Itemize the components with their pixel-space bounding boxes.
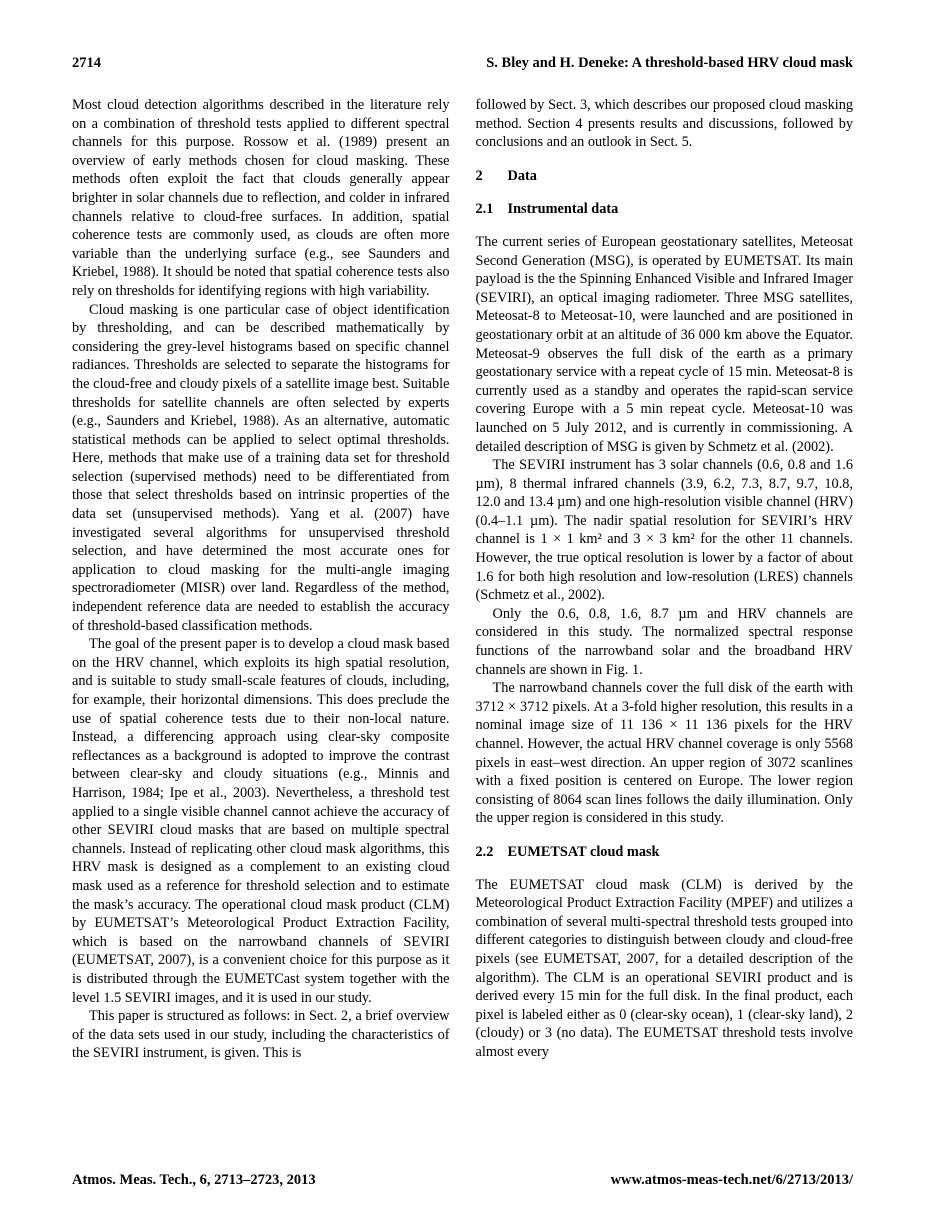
section-number: 2 [475, 167, 483, 184]
right-column [476, 96, 854, 1063]
section-heading-data [476, 167, 854, 186]
section-title: Data [507, 167, 537, 184]
page-number: 2714 [72, 55, 101, 71]
section-number: 2.1 [475, 201, 494, 218]
two-column-body [72, 96, 853, 1063]
paragraph: The current series of European geostationary satellites, Meteosat Second Generation (MSG), is operated by EUMETSAT. Its main payload is the the Spinning Enhanced Visible and Infrared Imager (SEVIRI), an optical imaging radiometer. Three MSG satellites, Meteosat-8 to Meteosat-10, were launched and are positioned in geostationary orbit at an altitude of 36 000 km above the Equator. Meteosat-9 observes the full disk of the earth as a primary geostationary service with a repeat cycle of 15 min. Meteosat-8 is currently used as a standby and operates the rapid-scan service covering Europe with a 5 min repeat cycle. Meteosat-10 was launched on 5 July 2012, and is currently in commissioning. A detailed description of MSG is given by Schmetz et al. (2002). [475, 233, 853, 455]
running-header [72, 55, 853, 72]
paragraph: The EUMETSAT cloud mask (CLM) is derived by the Meteorological Product Extraction Facility (MPEF) and utilizes a combination of several multi-spectral threshold tests grouped into different categories to distinguish between cloudy and cloud-free pixels (see EUMETSAT, 2007, for a detailed description of the algorithm). The CLM is an operational SEVIRI product and is derived every 15 min for the full disk. In the final product, each pixel is labeled either as 0 (clear-sky ocean), 1 (clear-sky land), 2 (cloudy) or 3 (no data). The EUMETSAT threshold tests involve almost every [475, 876, 853, 1060]
journal-url: www.atmos-meas-tech.net/6/2713/2013/ [610, 1172, 853, 1188]
section-title: EUMETSAT cloud mask [507, 843, 660, 860]
journal-citation: Atmos. Meas. Tech., 6, 2713–2723, 2013 [72, 1172, 316, 1188]
page-footer [72, 1172, 853, 1189]
paragraph: Most cloud detection algorithms described in the literature rely on a combination of threshold tests applied to different spectral channels for this purpose. Rossow et al. (1989) present an overview of early methods chosen for cloud masking. These methods often exploit the fact that clouds generally appear brighter in solar channels due to reflection, and colder in infrared channels relative to cloud-free surfaces. In addition, spatial coherence tests are commonly used, as clouds are often more variable than the underlying surface (e.g., see Saunders and Kriebel, 1988). It should be noted that spatial coherence tests also rely on thresholds for identifying regions with high variability. [72, 97, 450, 299]
subsection-heading-instrumental-data [476, 200, 854, 219]
section-title: Instrumental data [507, 201, 619, 218]
paragraph: Cloud masking is one particular case of object identification by thresholding, and can be described mathematically by considering the grey-level histograms based on specific channel radiances. Thresholds are selected to separate the histograms for the cloud-free and cloudy pixels of a satellite image best. Suitable thresholds for satellite channels are often selected by experts (e.g., Saunders and Kriebel, 1988). As an alternative, automatic statistical methods can be applied to select optimal thresholds. Here, methods that make use of a training data set for threshold selection (supervised methods) need to be differentiated from those that select thresholds based on intrinsic properties of the data set (unsupervised methods). Yang et al. (2007) have investigated several algorithms for unsupervised threshold selection, and have determined the most accurate ones for application to cloud masking for the multi-angle imaging spectroradiometer (MISR) over land. Regardless of the method, independent reference data are needed to establish the accuracy of threshold-based classification methods. [72, 301, 450, 634]
left-column [72, 96, 450, 1063]
running-title: S. Bley and H. Deneke: A threshold-based HRV cloud mask [486, 55, 853, 71]
paragraph: followed by Sect. 3, which describes our proposed cloud masking method. Section 4 presents results and discussions, followed by conclusions and an outlook in Sect. 5. [475, 97, 853, 151]
paragraph: The goal of the present paper is to develop a cloud mask based on the HRV channel, which exploits its high spatial resolution, and is suitable to study small-scale features of clouds, including, for example, their horizontal dimensions. This does preclude the use of spatial coherence tests due to their non-local nature. Instead, a differencing approach using clear-sky composite reflectances as a background is adopted to improve the contrast between clear-sky and cloudy situations (e.g., Minnis and Harrison, 1984; Ipe et al., 2003). Nevertheless, a threshold test applied to a single visible channel cannot achieve the accuracy of other SEVIRI cloud masks that are based on multiple spectral channels. Instead of replicating other cloud mask algorithms, this HRV mask is designed as a complement to an existing cloud mask used as a reference for threshold selection and to estimate the mask’s accuracy. The operational cloud mask product (CLM) by EUMETSAT’s Meteorological Product Extraction Facility, which is based on the narrowband channels of SEVIRI (EUMETSAT, 2007), is a convenient choice for this purpose as it is distributed through the EUMETCast system together with the level 1.5 SEVIRI images, and it is used in our study. [72, 636, 450, 1006]
paragraph: The narrowband channels cover the full disk of the earth with 3712 × 3712 pixels. At a 3-fold higher resolution, this results in a nominal image size of 11 136 × 11 136 pixels for the HRV channel. However, the actual HRV channel coverage is only 5568 pixels in east–west direction. An upper region of 3072 scanlines with a fixed position is centered on Europe. The lower region consisting of 8064 scan lines follows the daily illumination. Only the upper region is considered in this study. [475, 680, 853, 827]
subsection-heading-eumetsat-cloud-mask [476, 843, 854, 862]
paragraph: The SEVIRI instrument has 3 solar channels (0.6, 0.8 and 1.6 µm), 8 thermal infrared channels (3.9, 6.2, 7.3, 8.7, 9.7, 10.8, 12.0 and 13.4 µm) and one high-resolution visible channel (HRV) (0.4–1.1 µm). The nadir spatial resolution for SEVIRI’s HRV channel is 1 × 1 km² and 3 × 3 km² for the other 11 channels. However, the true optical resolution is lower by a factor of about 1.6 for both high resolution and low-resolution (LRES) channels (Schmetz et al., 2002). [475, 457, 853, 604]
paper-page [72, 55, 853, 1063]
section-number: 2.2 [475, 843, 494, 860]
paragraph: Only the 0.6, 0.8, 1.6, 8.7 µm and HRV channels are considered in this study. The normalized spectral response functions of the narrowband solar and the broadband HRV channels are shown in Fig. 1. [475, 605, 853, 678]
paragraph: This paper is structured as follows: in Sect. 2, a brief overview of the data sets used in our study, including the characteristics of the SEVIRI instrument, is given. This is [72, 1008, 450, 1062]
